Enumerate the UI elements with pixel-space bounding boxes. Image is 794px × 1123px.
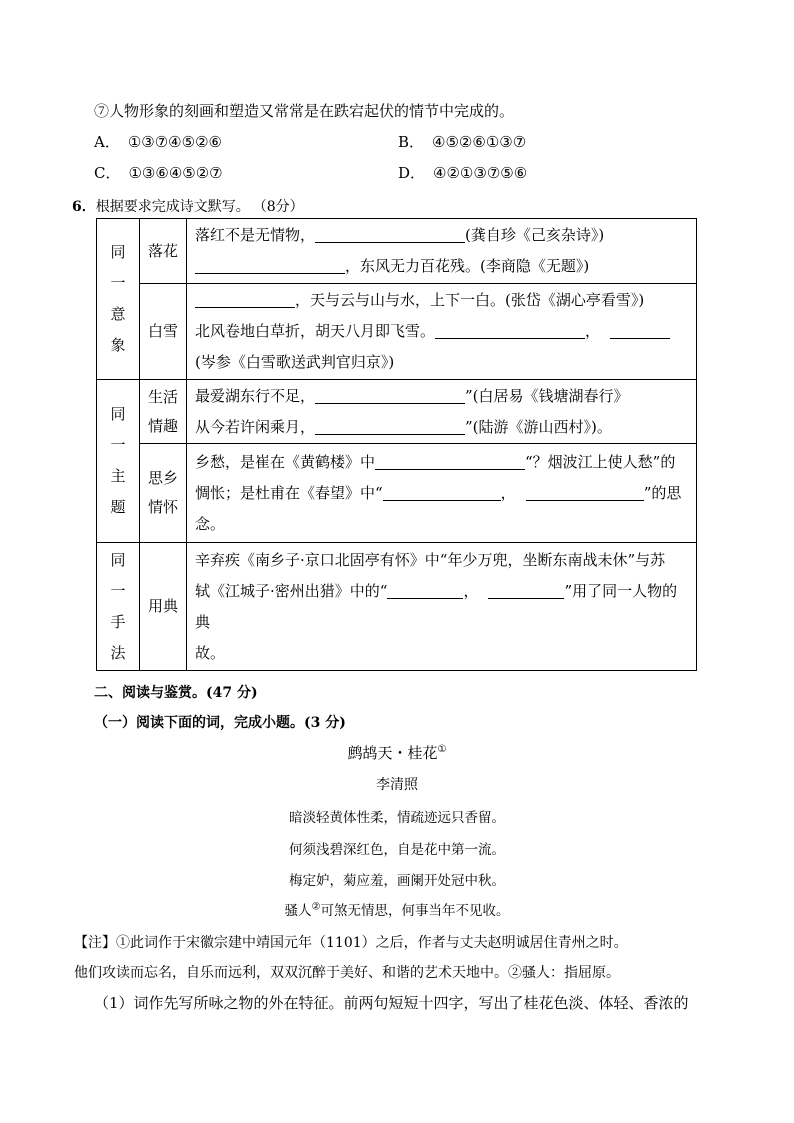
option-b[interactable] [398, 131, 526, 152]
text: ， [463, 581, 479, 600]
question-6-text: 根据要求完成诗文默写。 [95, 199, 250, 215]
row-content-luohua [187, 219, 697, 284]
annotation-line-1: 【注】①此词作于宋徽宗建中靖国元年（1101）之后，作者与丈夫赵明诚居住青州之时。 [74, 935, 628, 951]
label-line: 情怀 [147, 498, 178, 516]
text: 惆怅；是杜甫在《春望》中“ [195, 483, 383, 502]
footnote-marker: ② [311, 901, 321, 913]
text: (岑参《白雪歌送武判官归京》) [195, 353, 395, 371]
text: 落红不是无情物， [195, 226, 316, 244]
answer-blank[interactable] [383, 483, 501, 501]
text: 念。 [195, 514, 226, 533]
poem-line-text: 可煞无情思，何事当年不见收。 [320, 903, 510, 919]
label-line: 生活 [147, 387, 178, 406]
option-d-label: D． [398, 164, 426, 182]
row-label-baixue: 白雪 [140, 284, 187, 380]
poem-line-text: 骚人 [284, 903, 312, 919]
group-same-theme [97, 380, 140, 543]
group1-char: 同 [110, 243, 126, 261]
option-b-value: ④⑤②⑥①③⑦ [432, 133, 527, 151]
text: ，东风无力百花残。(李商隐《无题》) [345, 257, 590, 275]
answer-blank[interactable] [315, 417, 465, 435]
text: 辛弃疾《南乡子·京口北固亭有怀》中“年少万兜，坐断东南战未休”与苏 [195, 550, 666, 569]
label-line: 情趣 [147, 416, 178, 435]
row-content-shenghuo [187, 380, 697, 444]
footnote-marker: ① [437, 744, 447, 755]
poem-line [0, 899, 794, 919]
answer-blank[interactable] [195, 290, 295, 308]
group2-char: 题 [110, 498, 126, 516]
label-line: 思乡 [147, 469, 178, 487]
option-b-label: B． [398, 133, 425, 151]
text: ， [500, 483, 516, 502]
answer-blank[interactable] [435, 321, 585, 339]
annotation-line-2: 他们攻读而忘名，自乐而远利，双双沉醉于美好、和谐的艺术天地中。②骚人：指屈原。 [74, 965, 620, 981]
row-label-sixiang [140, 444, 187, 543]
text: 最爱湖东行不足， [195, 386, 316, 405]
answer-blank[interactable] [195, 256, 345, 274]
text: (龚自珍《己亥杂诗》) [465, 226, 605, 244]
answer-blank[interactable] [315, 225, 465, 243]
row-content-sixiang [187, 444, 697, 543]
text: ，天与云与山与水，上下一白。(张岱《湖心亭看雪》) [295, 291, 645, 309]
answer-blank[interactable] [488, 581, 564, 599]
question-6-score: （8分） [259, 199, 304, 215]
option-a[interactable] [94, 131, 222, 152]
group3-char: 手 [110, 612, 126, 631]
row-label-yongdian: 用典 [140, 543, 187, 671]
answer-blank[interactable] [610, 321, 670, 339]
text: 从今若许闲乘月， [195, 417, 316, 436]
group-same-technique [97, 543, 140, 671]
group3-char: 同 [110, 550, 126, 569]
row-content-baixue [187, 284, 697, 380]
text: ”(陆游《游山西村》)。 [465, 417, 612, 436]
group2-char: 同 [110, 405, 126, 423]
poem-title-text: 鹧鸪天・桂花 [347, 744, 438, 762]
option-c[interactable] [94, 162, 223, 183]
statement-7: ⑦人物形象的刻画和塑造又常常是在跌宕起伏的情节中完成的。 [94, 102, 515, 120]
option-d-value: ④②①③⑦⑤⑥ [433, 164, 528, 182]
question-6-number: 6． [72, 199, 96, 215]
poem-line: 何须浅碧深红色，自是花中第一流。 [289, 842, 505, 858]
option-c-label: C． [94, 164, 121, 182]
poem-title [0, 742, 794, 763]
answer-blank[interactable] [387, 581, 463, 599]
text: “？烟波江上使人愁”的 [525, 452, 676, 471]
question-6 [72, 196, 304, 216]
poem-line: 暗淡轻黄体性柔，情疏迹远只香留。 [289, 810, 505, 826]
recitation-table [96, 218, 697, 671]
text: 故。 [195, 643, 226, 662]
text: 乡愁，是崔在《黄鹤楼》中 [195, 452, 376, 471]
text: ”用了同一人物的典 [195, 581, 678, 631]
row-content-yongdian [187, 543, 697, 671]
group-same-image [97, 219, 140, 380]
subsection-1-heading: （一）阅读下面的词，完成小题。(3 分) [94, 715, 346, 731]
answer-blank[interactable] [375, 452, 525, 470]
option-a-value: ①③⑦④⑤②⑥ [127, 133, 222, 151]
answer-blank[interactable] [526, 483, 644, 501]
group1-char: 意 [110, 305, 126, 323]
poem-line: 梅定妒，菊应羞，画阑开处冠中秋。 [289, 873, 505, 889]
option-a-label: A． [94, 133, 120, 151]
text: ， [585, 322, 601, 340]
row-label-luohua: 落花 [140, 219, 187, 284]
option-d[interactable] [398, 162, 527, 183]
group3-char: 法 [110, 643, 126, 662]
group1-char: 象 [110, 336, 126, 354]
group2-char: 一 [110, 436, 126, 454]
group1-char: 一 [110, 274, 126, 292]
text: ”的思 [643, 483, 682, 502]
section-2-heading: 二、阅读与鉴赏。(47 分) [94, 685, 258, 701]
answer-blank[interactable] [315, 386, 465, 404]
poem-author: 李清照 [376, 777, 418, 793]
text: 北风卷地白草折，胡天八月即飞雪。 [195, 322, 436, 340]
text: ”(白居易《钱塘湖春行》 [465, 386, 629, 405]
text: 轼《江城子·密州出猎》中的“ [195, 581, 388, 600]
question-1: （1）词作先写所咏之物的外在特征。前两句短短十四字，写出了桂花色淡、体轻、香浓的 [94, 994, 689, 1012]
option-c-value: ①③⑥④⑤②⑦ [128, 164, 223, 182]
row-label-shenghuo [140, 380, 187, 444]
group3-char: 一 [110, 581, 126, 600]
group2-char: 主 [110, 467, 126, 485]
